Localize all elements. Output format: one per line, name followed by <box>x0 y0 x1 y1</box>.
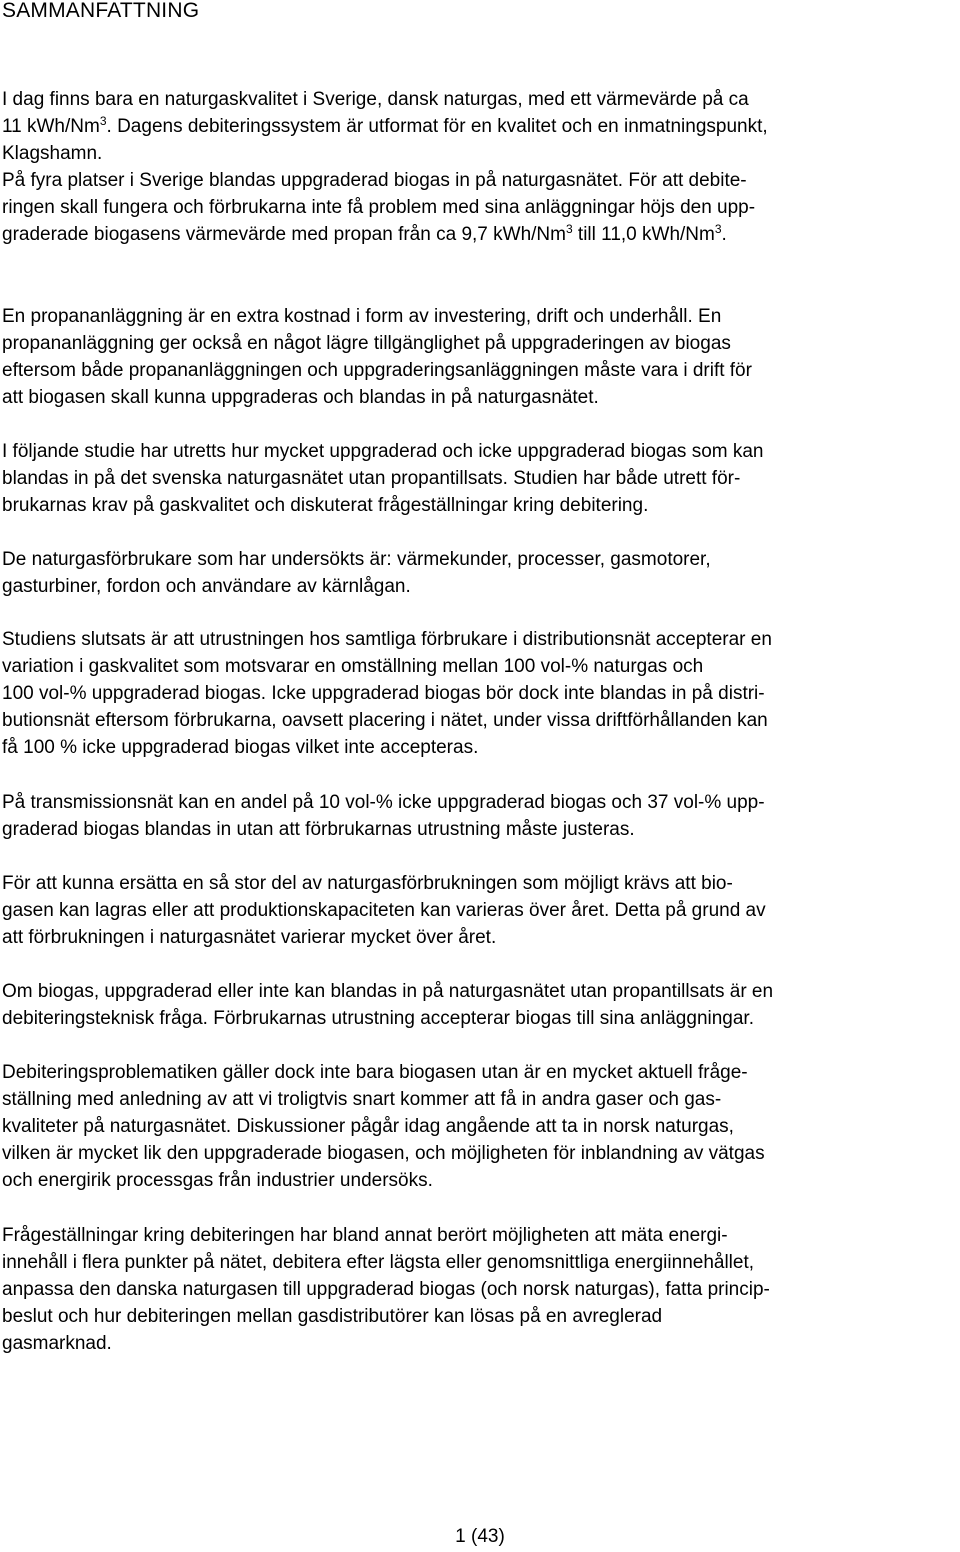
text-line <box>2 897 960 924</box>
text-line <box>2 870 960 897</box>
superscript: 3 <box>99 114 107 128</box>
text-line <box>2 707 960 734</box>
text-line <box>2 438 960 465</box>
paragraph <box>2 303 960 411</box>
text-run: debiteringsteknisk fråga. Förbrukarnas utrustning accepterar biogas till sina anläggningar. <box>2 1008 754 1029</box>
text-line <box>2 680 960 707</box>
paragraph <box>2 86 960 167</box>
text-run: . Dagens debiteringssystem är utformat för en kvalitet och en inmatningspunkt, <box>106 116 768 137</box>
paragraph <box>2 1059 960 1194</box>
text-run: variation i gaskvalitet som motsvarar en omställning mellan 100 vol-% naturgas och <box>2 656 704 677</box>
text-line <box>2 653 960 680</box>
text-run: . <box>721 224 727 245</box>
paragraph <box>2 167 960 248</box>
text-run: En propananläggning är en extra kostnad i form av investering, drift och underhåll. En <box>2 306 722 327</box>
text-line <box>2 1167 960 1194</box>
text-line <box>2 330 960 357</box>
text-run: Debiteringsproblematiken gäller dock inte bara biogasen utan är en mycket aktuell fråge- <box>2 1062 748 1083</box>
text-run: graderade biogasens värmevärde med propan från ca 9,7 kWh/Nm <box>2 224 566 245</box>
section-heading: SAMMANFATTNING <box>2 0 200 22</box>
text-line <box>2 1113 960 1140</box>
paragraph <box>2 789 960 843</box>
text-run: 100 vol-% uppgraderad biogas. Icke uppgraderad biogas bör dock inte blandas in på distri- <box>2 683 765 704</box>
text-line <box>2 546 960 573</box>
text-run: På transmissionsnät kan en andel på 10 vol-% icke uppgraderad biogas och 37 vol-% upp- <box>2 792 765 813</box>
text-line <box>2 1140 960 1167</box>
text-run: innehåll i flera punkter på nätet, debitera efter lägsta eller genomsnittliga energiinnehållet, <box>2 1252 755 1273</box>
text-run: eftersom både propananläggningen och uppgraderingsanläggningen måste vara i drift för <box>2 360 752 381</box>
text-line <box>2 140 960 167</box>
text-run: För att kunna ersätta en så stor del av naturgasförbrukningen som möjligt krävs att bio- <box>2 873 733 894</box>
text-run: Klagshamn. <box>2 143 103 164</box>
text-run: I följande studie har utretts hur mycket uppgraderad och icke uppgraderad biogas som kan <box>2 441 764 462</box>
text-run: gasen kan lagras eller att produktionskapaciteten kan varieras över året. Detta på grund av <box>2 900 766 921</box>
text-line <box>2 492 960 519</box>
text-line <box>2 113 960 140</box>
text-line <box>2 1303 960 1330</box>
text-run: propananläggning ger också en något lägre tillgänglighet på uppgraderingen av biogas <box>2 333 731 354</box>
superscript: 3 <box>565 222 573 236</box>
text-run: att biogasen skall kunna uppgraderas och blandas in på naturgasnätet. <box>2 387 599 408</box>
text-line <box>2 1249 960 1276</box>
text-line <box>2 978 960 1005</box>
text-run: få 100 % icke uppgraderad biogas vilket inte accepteras. <box>2 737 479 758</box>
paragraph <box>2 1222 960 1357</box>
text-run: Studiens slutsats är att utrustningen hos samtliga förbrukare i distributionsnät accepterar en <box>2 629 772 650</box>
text-run: graderad biogas blandas in utan att förbrukarnas utrustning måste justeras. <box>2 819 635 840</box>
text-line <box>2 465 960 492</box>
paragraph <box>2 978 960 1032</box>
text-line <box>2 1330 960 1357</box>
text-line <box>2 194 960 221</box>
text-run: blandas in på det svenska naturgasnätet utan propantillsats. Studien har både utrett för- <box>2 468 741 489</box>
text-run: vilken är mycket lik den uppgraderade biogasen, och möjligheten för inblandning av vätgas <box>2 1143 765 1164</box>
text-line <box>2 789 960 816</box>
text-line <box>2 384 960 411</box>
text-run: gasmarknad. <box>2 1333 112 1354</box>
text-line <box>2 816 960 843</box>
paragraph <box>2 438 960 519</box>
text-line <box>2 1086 960 1113</box>
text-run: ställning med anledning av att vi troligtvis snart kommer att få in andra gaser och gas- <box>2 1089 722 1110</box>
paragraph <box>2 626 960 761</box>
text-line <box>2 303 960 330</box>
text-run: anpassa den danska naturgasen till uppgraderad biogas (och norsk naturgas), fatta princip- <box>2 1279 770 1300</box>
text-line <box>2 1222 960 1249</box>
text-line <box>2 167 960 194</box>
text-line <box>2 1059 960 1086</box>
text-run: Om biogas, uppgraderad eller inte kan blandas in på naturgasnätet utan propantillsats är en <box>2 981 774 1002</box>
text-run: brukarnas krav på gaskvalitet och diskuterat frågeställningar kring debitering. <box>2 495 649 516</box>
text-run: kvaliteter på naturgasnätet. Diskussioner pågår idag angående att ta in norsk naturgas, <box>2 1116 734 1137</box>
text-line <box>2 357 960 384</box>
paragraph <box>2 546 960 600</box>
text-line <box>2 924 960 951</box>
text-line <box>2 86 960 113</box>
superscript: 3 <box>714 222 722 236</box>
text-run: Frågeställningar kring debiteringen har bland annat berört möjligheten att mäta energi- <box>2 1225 728 1246</box>
paragraph <box>2 870 960 951</box>
text-line <box>2 626 960 653</box>
text-line <box>2 1005 960 1032</box>
text-line <box>2 1276 960 1303</box>
text-run: gasturbiner, fordon och användare av kärnlågan. <box>2 576 411 597</box>
text-run: I dag finns bara en naturgaskvalitet i Sverige, dansk naturgas, med ett värmevärde på ca <box>2 89 749 110</box>
text-run: beslut och hur debiteringen mellan gasdistributörer kan lösas på en avreglerad <box>2 1306 663 1327</box>
text-run: och energirik processgas från industrier undersöks. <box>2 1170 433 1191</box>
text-run: att förbrukningen i naturgasnätet varierar mycket över året. <box>2 927 497 948</box>
text-run: ringen skall fungera och förbrukarna inte få problem med sina anläggningar höjs den upp- <box>2 197 756 218</box>
text-run: till 11,0 kWh/Nm <box>572 224 715 245</box>
text-run: På fyra platser i Sverige blandas uppgraderad biogas in på naturgasnätet. För att debite- <box>2 170 747 191</box>
text-line <box>2 221 960 248</box>
text-run: 11 kWh/Nm <box>2 116 100 137</box>
page-number: 1 (43) <box>455 1526 505 1547</box>
text-line <box>2 734 960 761</box>
text-line <box>2 573 960 600</box>
text-run: De naturgasförbrukare som har undersökts är: värmekunder, processer, gasmotorer, <box>2 549 711 570</box>
text-run: butionsnät eftersom förbrukarna, oavsett placering i nätet, under vissa driftförhållanden kan <box>2 710 768 731</box>
